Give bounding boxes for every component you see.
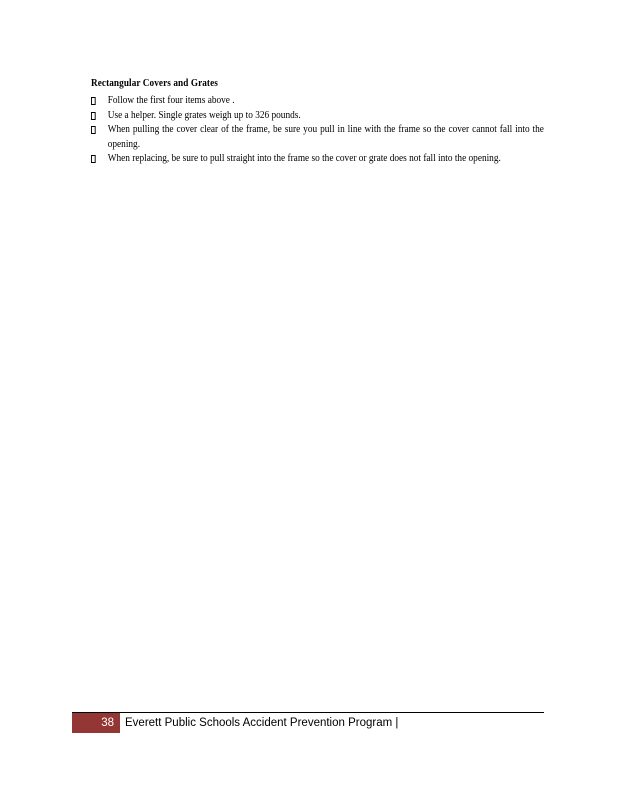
bullet-box-icon <box>91 155 96 163</box>
list-item <box>91 123 544 152</box>
list-item <box>91 152 544 167</box>
list-item <box>91 109 544 124</box>
list-item <box>91 94 544 109</box>
bullet-text: When replacing, be sure to pull straight into the frame so the cover or grate does not fall into the opening. <box>107 153 501 164</box>
page-number: 38 <box>72 713 120 733</box>
bullet-list <box>91 94 544 167</box>
bullet-box-icon <box>91 112 96 120</box>
bullet-text: Use a helper. Single grates weigh up to 326 pounds. <box>107 109 301 121</box>
section-heading: Rectangular Covers and Grates <box>91 78 218 89</box>
bullet-box-icon <box>91 126 96 134</box>
bullet-text: When pulling the cover clear of the frame, be sure you pull in line with the frame so the cover cannot fall into the opening. <box>107 124 544 150</box>
bullet-text: Follow the first four items above . <box>107 95 235 106</box>
footer-title: Everett Public Schools Accident Prevention Program | <box>125 717 399 729</box>
bullet-box-icon <box>91 97 96 105</box>
